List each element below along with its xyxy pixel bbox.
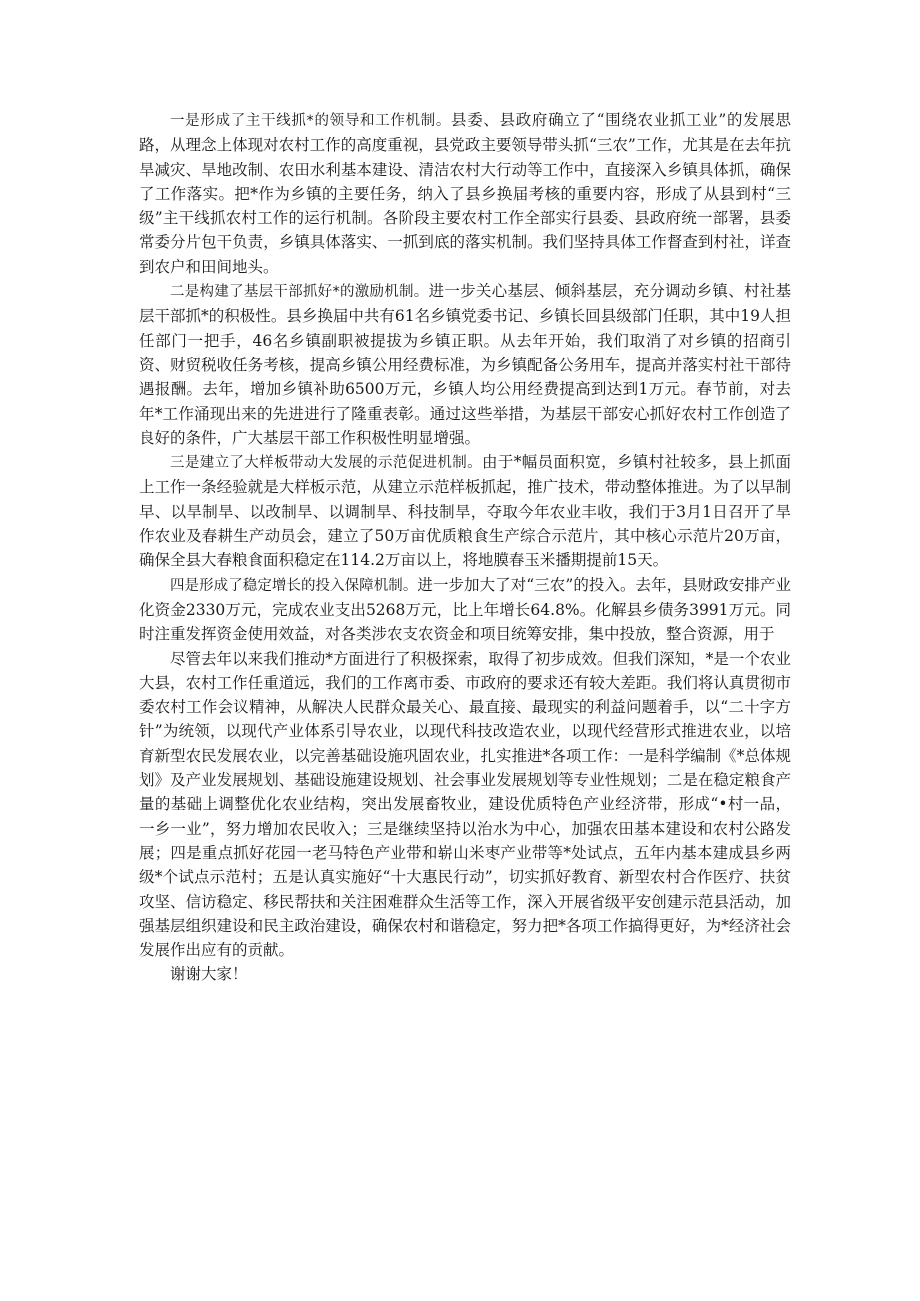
paragraph-incentive-mechanism: [139, 279, 791, 450]
paragraph-text: 尽管去年以来我们推动*方面进行了积极探索，取得了初步成效。但我们深知，*是一个农业大县，农村工作任重道远，我们的工作离市委、市政府的要求还有较大差距。我们将认真贯彻市委农村工作会议精神，从解决人民群众最关心、最直接、最现实的利益问题着手，以“二十字方针”为统领，以现代产业体系引导农业，以现代科技改造农业，以现代经营形式推进农业，以培育新型农民发展农业，以完善基础设施巩固农业，扎实推进*各项工作：一是科学编制《*总体规划》及产业发展规划、基础设施建设规划、社会事业发展规划等专业性规划；二是在稳定粮食产量的基础上调整优化农业结构，突出发展畜牧业，建设优质特色产业经济带，形成“•村一品，一乡一业”，努力增加农民收入；三是继续坚持以治水为中心，加强农田基本建设和农村公路发展；四是重点抓好花园一老马特色产业带和崭山米枣产业带等*处试点，五年内基本建成县乡两级*个试点示范村；五是认真实施好“十大惠民行动”，切实抓好教育、新型农村合作医疗、扶贫攻坚、信访稳定、移民帮扶和关注困难群众生活等工作，深入开展省级平安创建示范县活动，加强基层组织建设和民主政治建设，确保农村和谐稳定，努力把*各项工作搞得更好，为*经济社会发展作出应有的贡献。: [139, 649, 791, 960]
paragraph-text: 由于*幅员面积宽，乡镇村社较多，县上抓面上工作一条经验就是大样板示范，从建立示范样板抓起，推广技术，带动整体推进。为了以早制早、以旱制旱、以改制旱、以调制旱、科技制旱，夺取今年农业丰收，我们于3月1日召开了旱作农业及春耕生产动员会，建立了50万亩优质粮食生产综合示范片，其中核心示范片20万亩，确保全县大春粮食面积稳定在114.2万亩以上，将地膜春玉米播期提前15天。: [139, 453, 791, 570]
paragraph-demonstration-mechanism: [139, 450, 791, 572]
document-body: [139, 108, 791, 987]
paragraph-heading: 二是构建了基层干部抓好*的激励机制。: [170, 284, 429, 301]
paragraph-heading: 三是建立了大样板带动大发展的示范促进机制。: [170, 455, 482, 472]
paragraph-closing: [139, 962, 791, 986]
paragraph-text: 县委、县政府确立了“围绕农业抓工业”的发展思路，从理念上体现对农村工作的高度重视，县党政主要领导带头抓“三农”工作，尤其是在去年抗旱减灾、旱地改制、农田水利基本建设、清洁农村大行动等工作中，直接深入乡镇具体抓，确保了工作落实。把*作为乡镇的主要任务，纳入了县乡换届考核的重要内容，形成了从县到村“三级”主干线抓农村工作的运行机制。各阶段主要农村工作全部实行县委、县政府统一部署，县委常委分片包干负责，乡镇具体落实、一抓到底的落实机制。我们坚持具体工作督查到村社，详查到农户和田间地头。: [139, 111, 791, 276]
paragraph-future-work: [139, 647, 791, 963]
paragraph-text: 进一步加大了对“三农”的投入。去年，县财政安排产业化资金2330万元，完成农业支出5268万元，比上年增长64.8%。化解县乡债务3991万元。同时注重发挥资金使用效益，对各类涉农支农资金和项目统筹安排，集中投放，整合资源，用于: [139, 575, 791, 644]
paragraph-heading: 四是形成了稳定增长的投入保障机制。: [170, 577, 418, 594]
paragraph-leadership-mechanism: [139, 108, 791, 279]
paragraph-investment-mechanism: [139, 573, 791, 647]
closing-text: 谢谢大家！: [170, 965, 248, 984]
paragraph-heading: 一是形成了主干线抓*的领导和工作机制。: [170, 113, 452, 129]
paragraph-text: 进一步关心基层、倾斜基层，充分调动乡镇、村社基层干部抓*的积极性。县乡换届中共有61名乡镇党委书记、乡镇长回县级部门任职，其中19人担任部门一把手，46名乡镇副职被提拔为乡镇正职。从去年开始，我们取消了对乡镇的招商引资、财贸税收任务考核，提高乡镇公用经费标准，为乡镇配备公务用车，提高并落实村社干部待遇报酬。去年，增加乡镇补助6500万元，乡镇人均公用经费提高到达到1万元。春节前，对去年*工作涌现出来的先进进行了隆重表彰。通过这些举措，为基层干部安心抓好农村工作创造了良好的条件，广大基层干部工作积极性明显增强。: [139, 282, 791, 447]
